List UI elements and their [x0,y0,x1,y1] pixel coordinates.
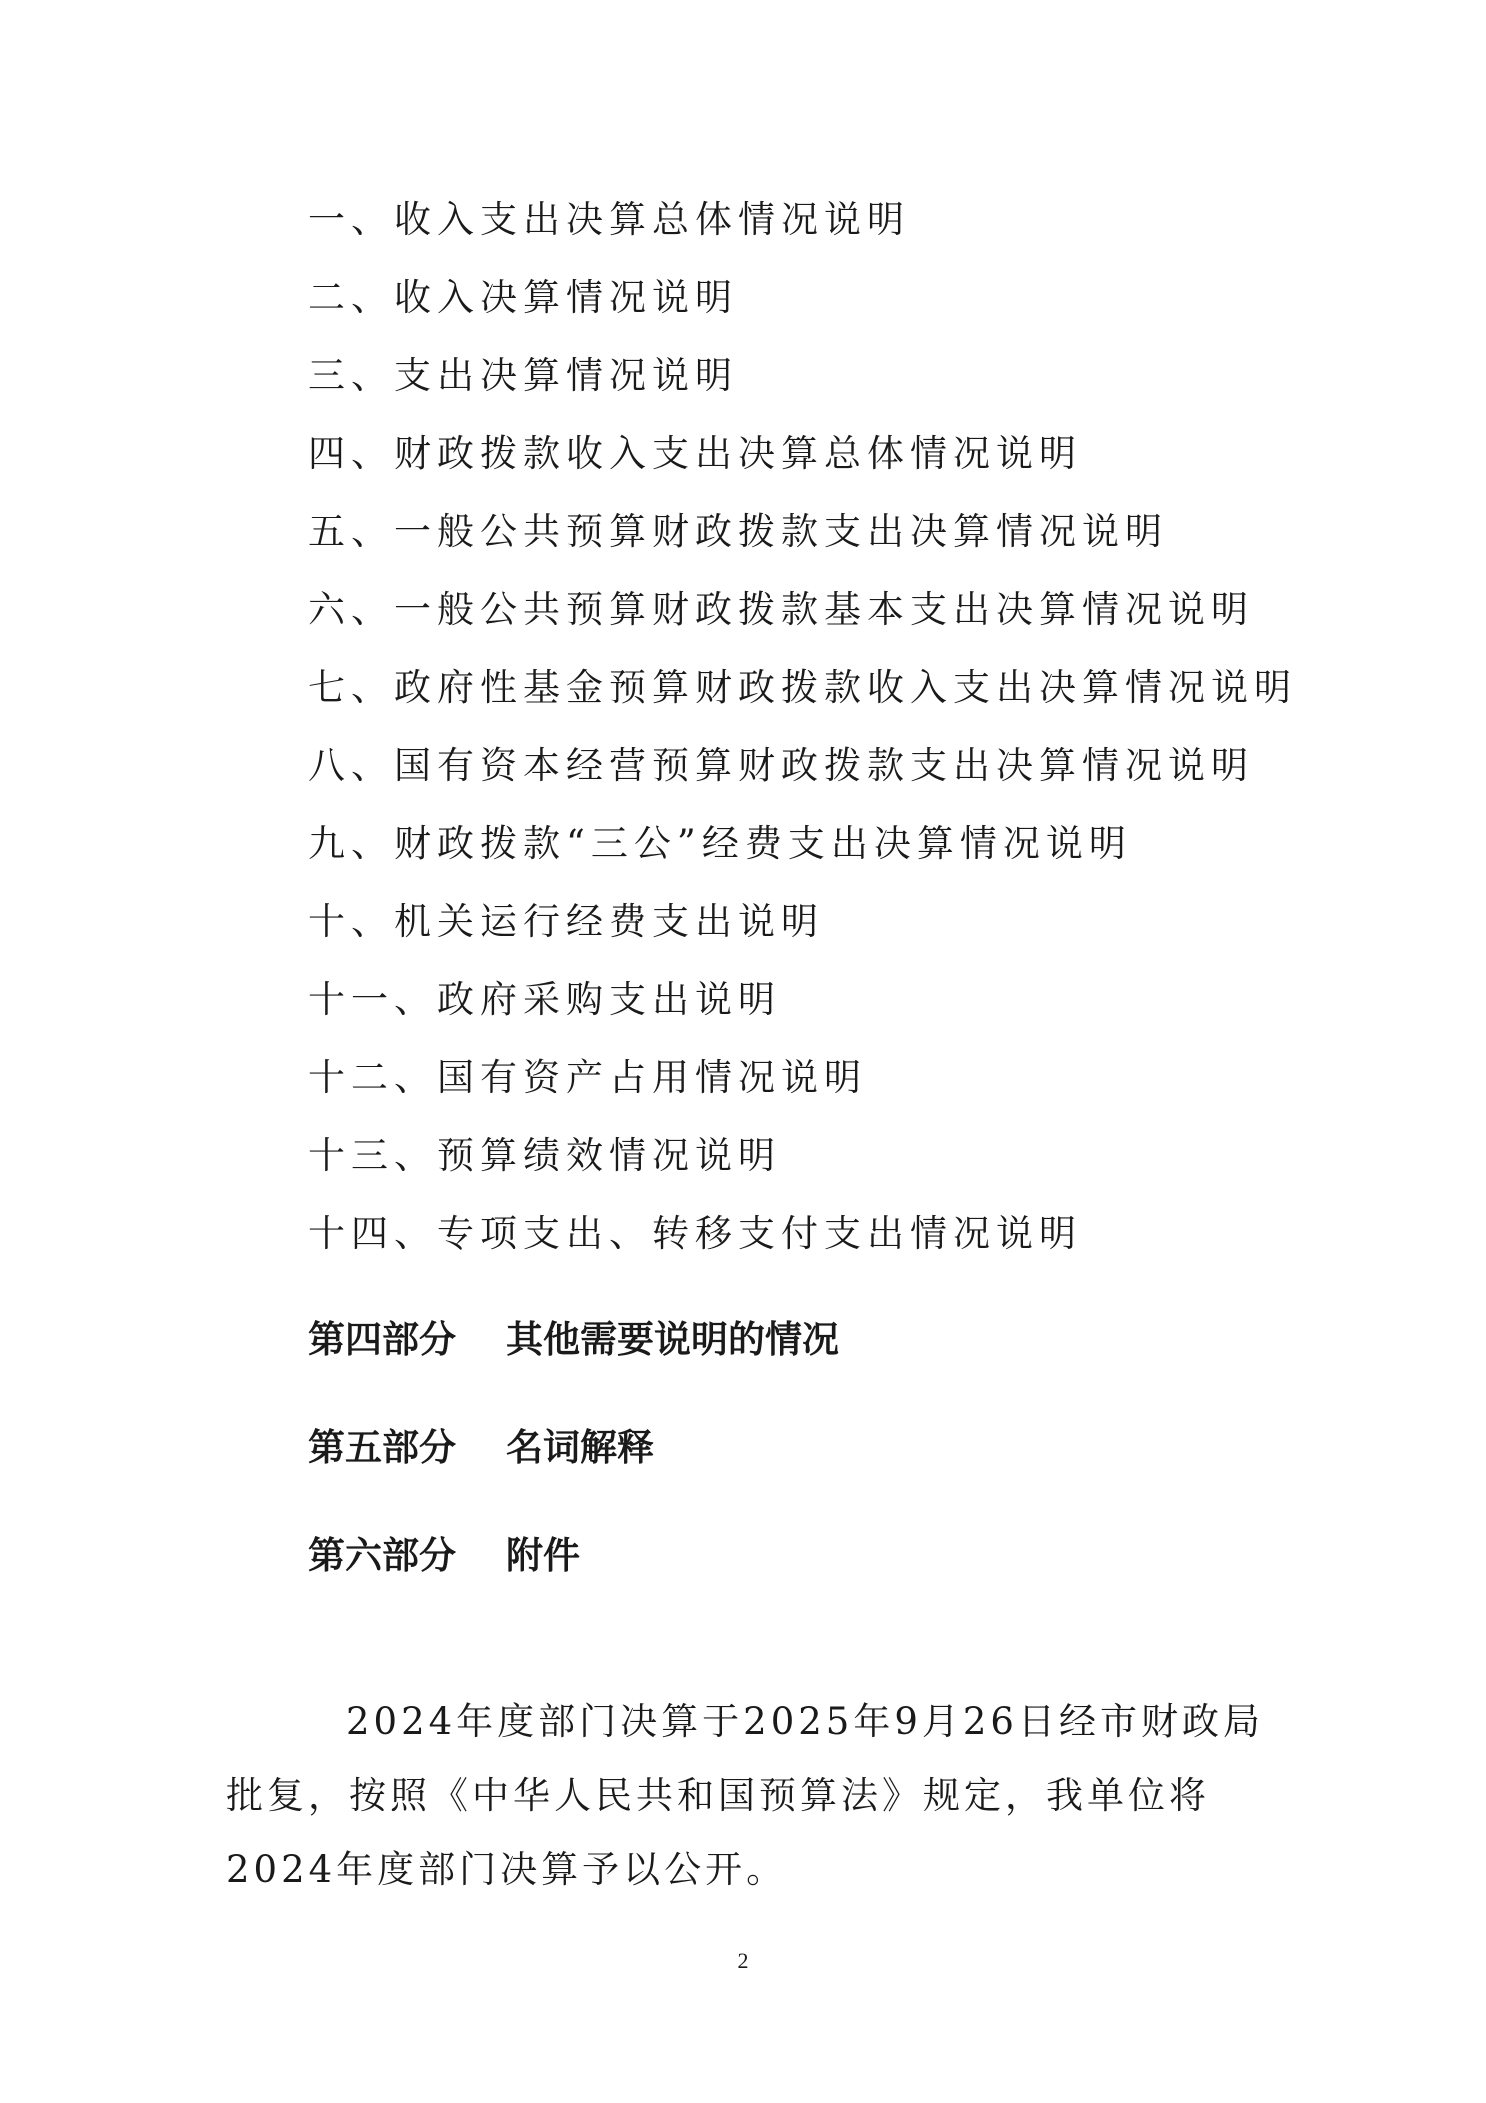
toc-item: 三、支出决算情况说明 [308,354,738,397]
part-list [308,1310,839,1634]
toc-item: 二、收入决算情况说明 [308,276,738,319]
page-number: 2 [737,1948,749,1973]
toc-item: 十、机关运行经费支出说明 [308,900,824,943]
toc-item: 七、政府性基金预算财政拨款收入支出决算情况说明 [308,666,1297,709]
part-number: 第五部分 [308,1426,456,1469]
toc-item: 九、财政拨款“三公”经费支出决算情况说明 [308,822,1132,865]
disclosure-paragraph: 2024年度部门决算于2025年9月26日经市财政局批复，按照《中华人民共和国预算法》规定，我单位将2024年度部门决算予以公开。 [226,1700,1264,1891]
toc-list [308,190,1297,1282]
toc-item: 六、一般公共预算财政拨款基本支出决算情况说明 [308,588,1254,631]
toc-item: 十三、预算绩效情况说明 [308,1134,781,1177]
part-heading [308,1418,839,1526]
part-heading [308,1310,839,1418]
part-title: 名词解释 [506,1426,654,1469]
toc-item: 四、财政拨款收入支出决算总体情况说明 [308,432,1082,475]
part-title: 其他需要说明的情况 [506,1318,839,1361]
toc-item: 十四、专项支出、转移支付支出情况说明 [308,1212,1082,1255]
part-number: 第六部分 [308,1534,456,1577]
toc-item: 十二、国有资产占用情况说明 [308,1056,867,1099]
part-number: 第四部分 [308,1318,456,1361]
part-title: 附件 [506,1534,580,1577]
toc-item: 五、一般公共预算财政拨款支出决算情况说明 [308,510,1168,553]
toc-item: 一、收入支出决算总体情况说明 [308,198,910,241]
toc-item: 八、国有资本经营预算财政拨款支出决算情况说明 [308,744,1254,787]
toc-item: 十一、政府采购支出说明 [308,978,781,1021]
part-heading [308,1526,839,1634]
